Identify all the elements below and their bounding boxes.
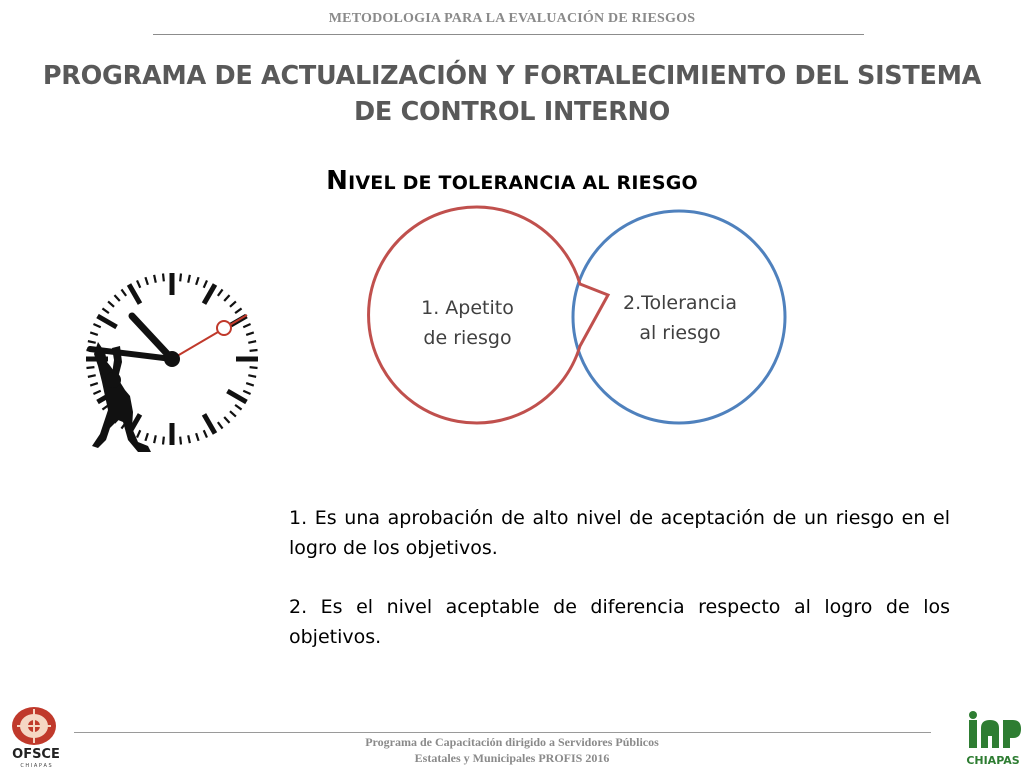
slide-footer <box>0 734 1024 766</box>
title-line-2: DE CONTROL INTERNO <box>354 97 670 127</box>
slide-header: METODOLOGIA PARA LA EVALUACIÓN DE RIESGOS <box>328 11 696 26</box>
subtitle-initial: N <box>326 166 349 196</box>
section-subtitle <box>0 166 1024 196</box>
svg-text:CHIAPAS: CHIAPAS <box>966 754 1020 767</box>
title-line-1: PROGRAMA DE ACTUALIZACIÓN Y FORTALECIMIENTO DEL SISTEMA <box>42 61 982 91</box>
svg-text:C H I A P A S: C H I A P A S <box>20 763 52 768</box>
footer-line-2: Estatales y Municipales PROFIS 2016 <box>414 751 610 765</box>
footer-line-1: Programa de Capacitación dirigido a Servidores Públicos <box>365 735 659 749</box>
appetite-label-line-1: 1. Apetito <box>421 297 514 319</box>
tolerance-diagram <box>340 200 800 450</box>
tolerance-label-line-1: 2.Tolerancia <box>623 292 737 314</box>
tolerance-label-line-2: al riesgo <box>639 322 721 344</box>
description-tolerance: 2. Es el nivel aceptable de diferencia respecto al logro de los objetivos. <box>289 596 950 648</box>
description-appetite: 1. Es una aprobación de alto nivel de aceptación de un riesgo en el logro de los objetivos. <box>289 507 950 559</box>
footer-divider <box>74 732 931 733</box>
appetite-label-line-2: de riesgo <box>423 327 512 349</box>
header-divider <box>153 34 864 35</box>
slide-title <box>20 58 1004 130</box>
tolerance-label <box>605 288 755 348</box>
iap-logo-icon <box>963 710 1024 768</box>
svg-text:OFSCE: OFSCE <box>12 747 60 762</box>
clock-with-climber-icon <box>78 262 268 462</box>
appetite-label <box>400 293 535 353</box>
ofsce-logo-icon <box>4 704 68 768</box>
subtitle-rest: IVEL DE TOLERANCIA AL RIESGO <box>348 172 698 194</box>
